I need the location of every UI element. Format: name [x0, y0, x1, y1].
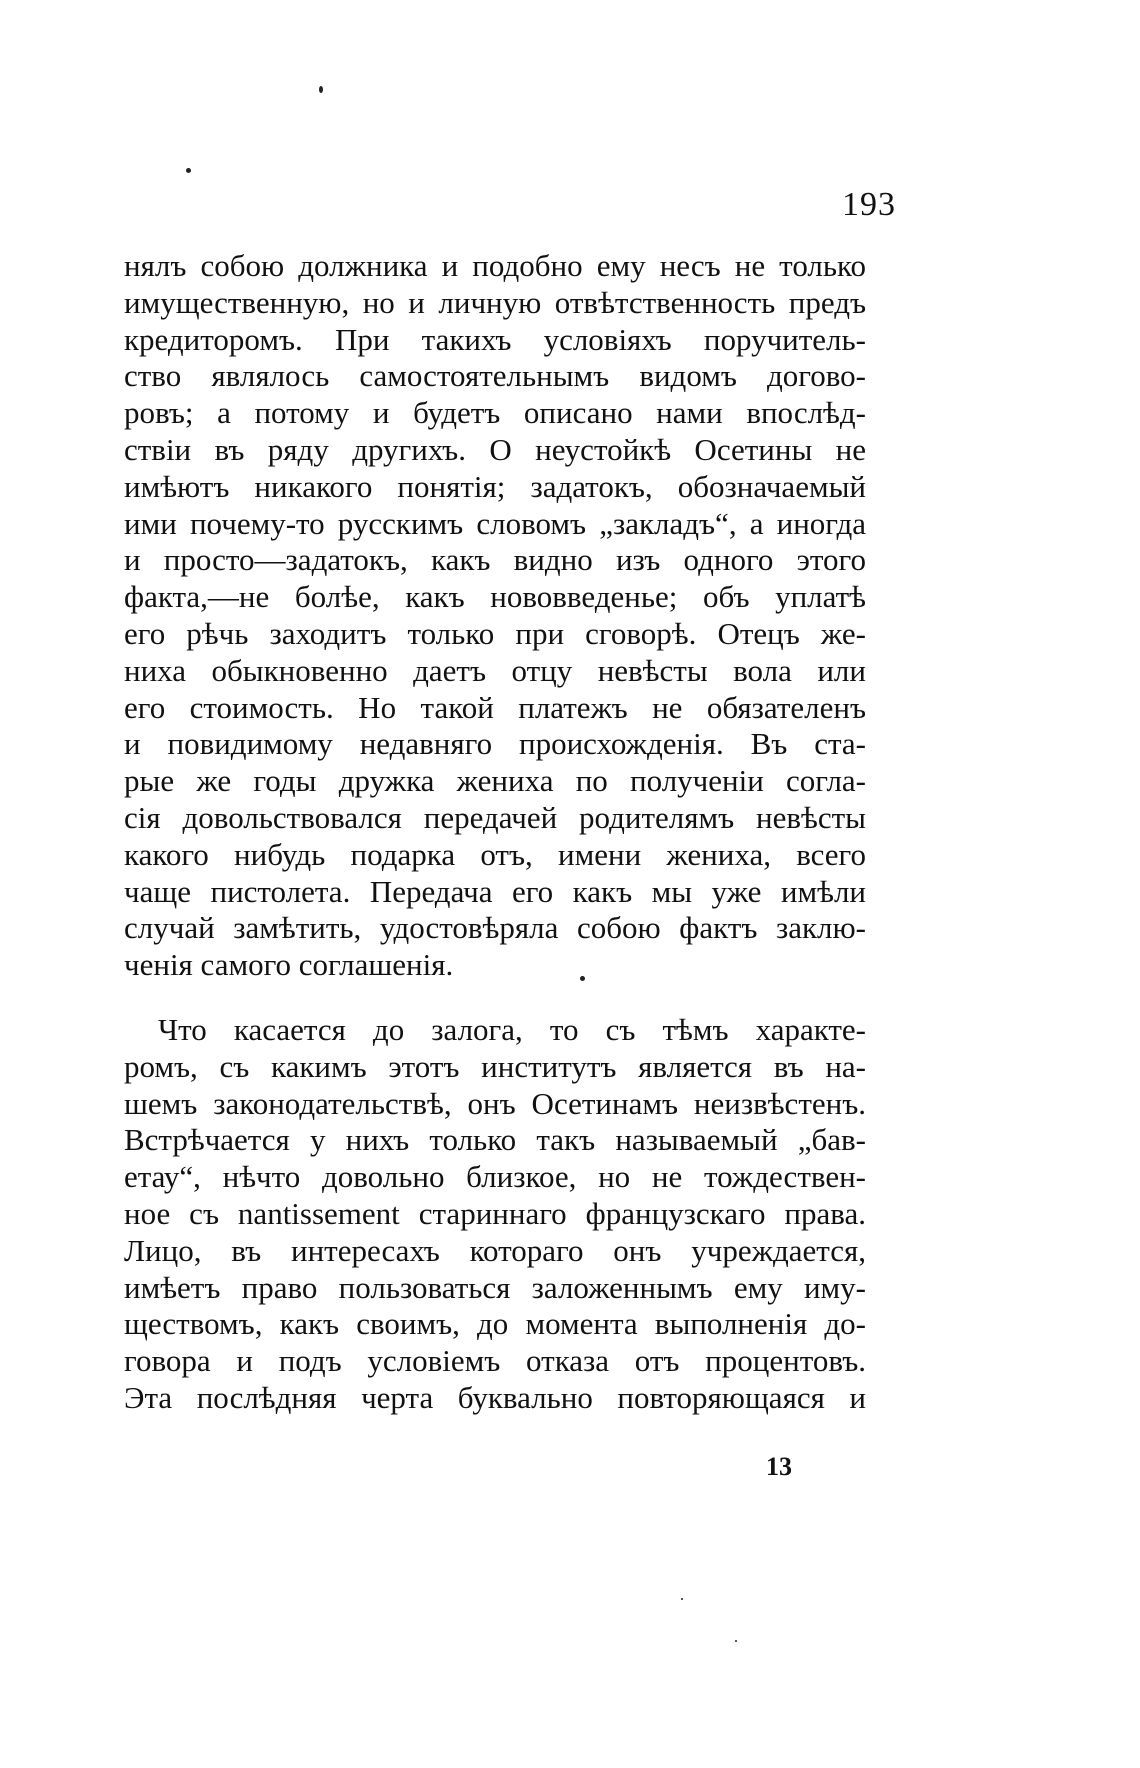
text-line: шемъ законодательствѣ, онъ Осетинамъ неизвѣстенъ. [124, 1085, 866, 1121]
scan-speck [580, 976, 585, 981]
text-line: ществомъ, какъ своимъ, до момента выполненія до- [124, 1306, 866, 1342]
text-line: говора и подъ условіемъ отказа отъ процентовъ. [124, 1343, 866, 1379]
text-line: и просто—задатокъ, какъ видно изъ одного этого [124, 542, 866, 578]
paragraph-2 [124, 1012, 866, 1417]
scan-speck [681, 1598, 683, 1600]
text-line: етау“, нѣчто довольно близкое, но не тождествен- [124, 1159, 866, 1195]
page-number: 193 [842, 186, 896, 223]
signature-mark: 13 [766, 1452, 792, 1481]
text-line: чаще пистолета. Передача его какъ мы уже имѣли [124, 873, 866, 909]
text-line: ими почему-то русскимъ словомъ „закладъ“, а иногда [124, 505, 866, 541]
text-line: какого нибудь подарка отъ, имени жениха, всего [124, 836, 866, 872]
text-line: его рѣчь заходитъ только при сговорѣ. Отецъ же- [124, 615, 866, 651]
text-line: нялъ собою должника и подобно ему несъ не только [124, 248, 866, 283]
text-line: случай замѣтить, удостовѣряла собою фактъ заклю- [124, 910, 866, 946]
text-line: ное съ nantissement стариннаго французскаго права. [124, 1195, 866, 1231]
text-line: Лицо, въ интересахъ котораго онъ учреждается, [124, 1232, 866, 1268]
text-line: его стоимость. Но такой платежъ не обязателенъ [124, 689, 866, 725]
text-line: Встрѣчается у нихъ только такъ называемый „бав- [124, 1122, 866, 1158]
text-line: Что касается до залога, то съ тѣмъ характе- [158, 1012, 866, 1047]
text-line: факта,—не болѣе, какъ нововведенье; объ уплатѣ [124, 579, 866, 615]
text-line: ромъ, съ какимъ этотъ институтъ является въ на- [124, 1048, 866, 1084]
paragraph-1 [124, 248, 866, 984]
text-line: сія довольствовался передачей родителямъ невѣсты [124, 799, 866, 835]
scan-speck [186, 168, 191, 173]
text-line: ровъ; а потому и будетъ описано нами впослѣд- [124, 395, 866, 431]
text-line: имѣетъ право пользоваться заложеннымъ ему иму- [124, 1269, 866, 1305]
text-line: рые же годы дружка жениха по полученіи согла- [124, 763, 866, 799]
text-line: и повидимому недавняго происхожденія. Въ ста- [124, 726, 866, 762]
scan-speck [319, 86, 323, 93]
text-line: ство являлось самостоятельнымъ видомъ догово- [124, 358, 866, 394]
text-line: ниха обыкновенно даетъ отцу невѣсты вола или [124, 652, 866, 688]
text-line: кредиторомъ. При такихъ условіяхъ поручитель- [124, 321, 866, 357]
text-line: ченія самого соглашенія. [124, 947, 454, 983]
text-line: Эта послѣдняя черта буквально повторяющаяся и [124, 1379, 866, 1415]
text-line: имущественную, но и личную отвѣтственность предъ [124, 284, 866, 320]
text-line: ствіи въ ряду другихъ. О неустойкѣ Осетины не [124, 431, 866, 467]
text-line: имѣютъ никакого понятія; задатокъ, обозначаемый [124, 468, 866, 504]
scan-speck [735, 1640, 737, 1642]
